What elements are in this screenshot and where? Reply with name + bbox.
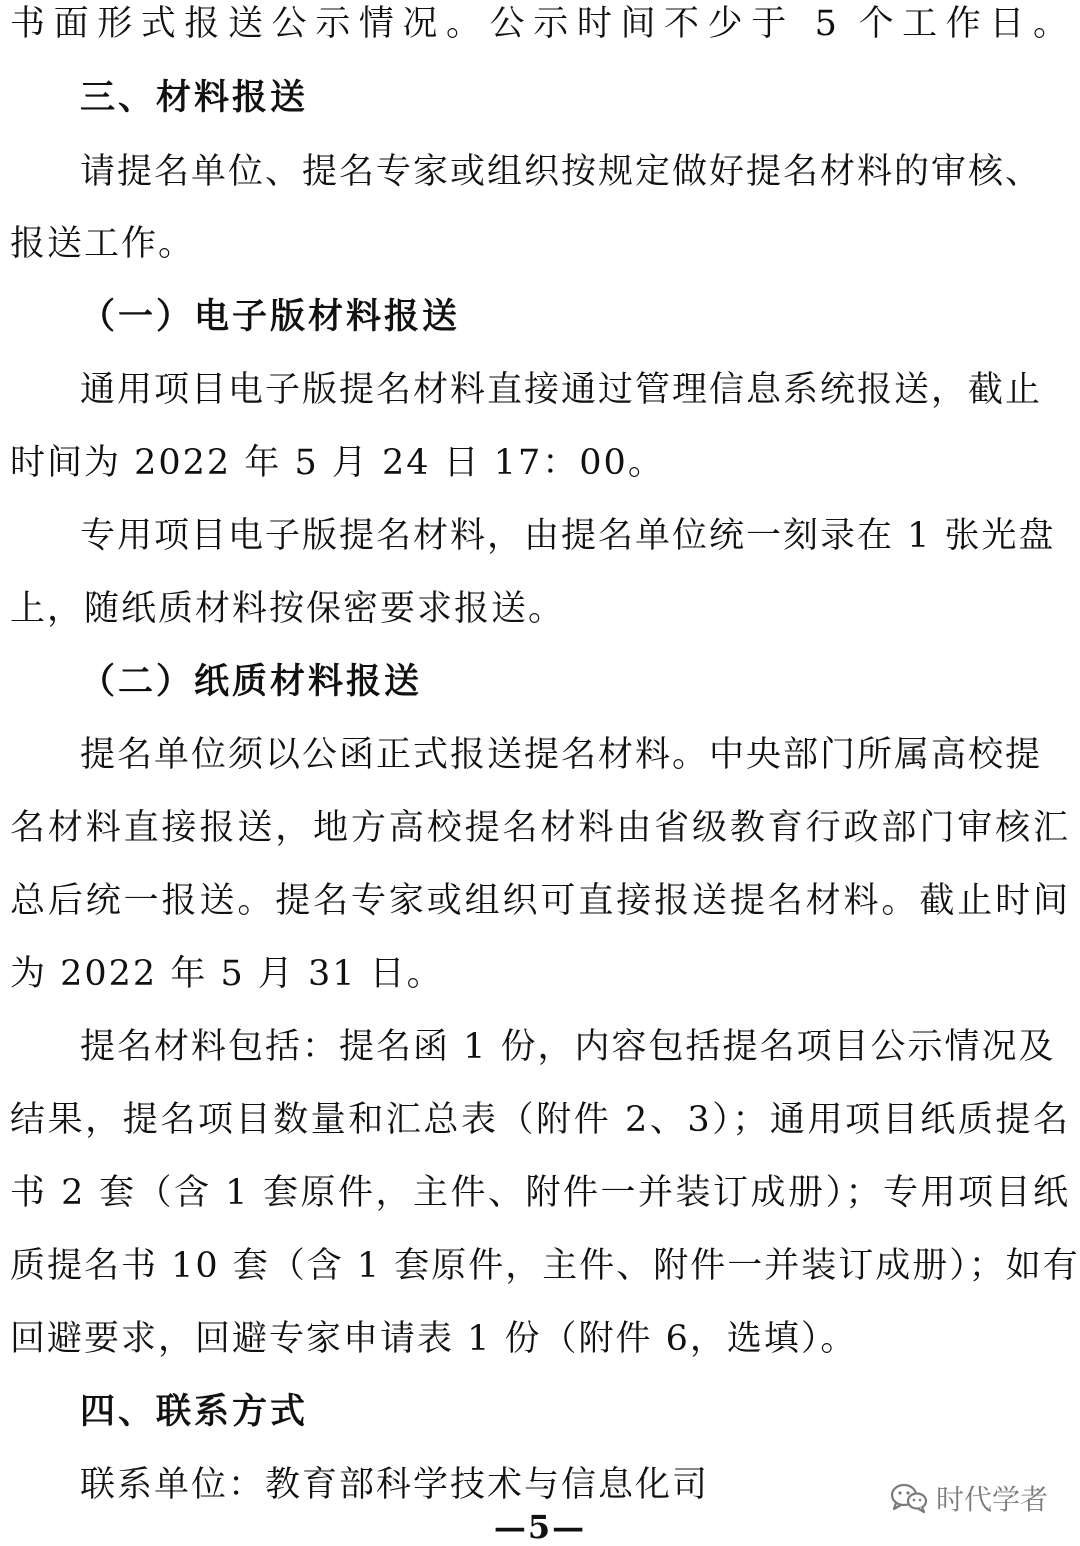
paragraph-line: 总后统一报送。提名专家或组织可直接报送提名材料。截止时间 [10,881,1070,921]
paragraph-line: 回避要求，回避专家申请表 1 份（附件 6，选填）。 [10,1319,858,1359]
paragraph-line: 通用项目电子版提名材料直接通过管理信息系统报送，截止 [80,370,1043,410]
paragraph-line: 请提名单位、提名专家或组织按规定做好提名材料的审核、 [80,152,1043,192]
paragraph-line: 联系单位：教育部科学技术与信息化司 [80,1465,710,1505]
paragraph-line: 名材料直接报送，地方高校提名材料由省级教育行政部门审核汇 [10,808,1070,848]
section-heading-materials: 三、材料报送 [80,78,309,118]
paragraph-line: 提名单位须以公函正式报送提名材料。中央部门所属高校提 [80,735,1043,775]
paragraph-line: 专用项目电子版提名材料，由提名单位统一刻录在 1 张光盘 [80,516,1056,556]
watermark [890,1478,1048,1518]
paragraph-line: 结果，提名项目数量和汇总表（附件 2、3）；通用项目纸质提名 [10,1100,1070,1140]
wechat-icon [890,1482,928,1514]
watermark-text: 时代学者 [935,1483,1048,1516]
paragraph-line: 书面形式报送公示情况。公示时间不少于 5 个工作日。 [10,4,1070,44]
section-heading-contact: 四、联系方式 [80,1392,309,1432]
paragraph-line: 时间为 2022 年 5 月 24 日 17：00。 [10,443,665,483]
paragraph-line: 报送工作。 [10,224,196,264]
paragraph-line: 为 2022 年 5 月 31 日。 [10,954,444,994]
paragraph-line: 提名材料包括：提名函 1 份，内容包括提名项目公示情况及 [80,1027,1056,1067]
paragraph-line: 质提名书 10 套（含 1 套原件，主件、附件一并装订成册）；如有 [10,1246,1080,1286]
paragraph-line: 书 2 套（含 1 套原件，主件、附件一并装订成册）；专用项目纸 [10,1173,1070,1213]
subsection-heading-paper: （二）纸质材料报送 [80,662,423,702]
page-number: —5— [493,1508,587,1546]
subsection-heading-electronic: （一）电子版材料报送 [80,297,461,337]
paragraph-line: 上，随纸质材料按保密要求报送。 [10,589,566,629]
